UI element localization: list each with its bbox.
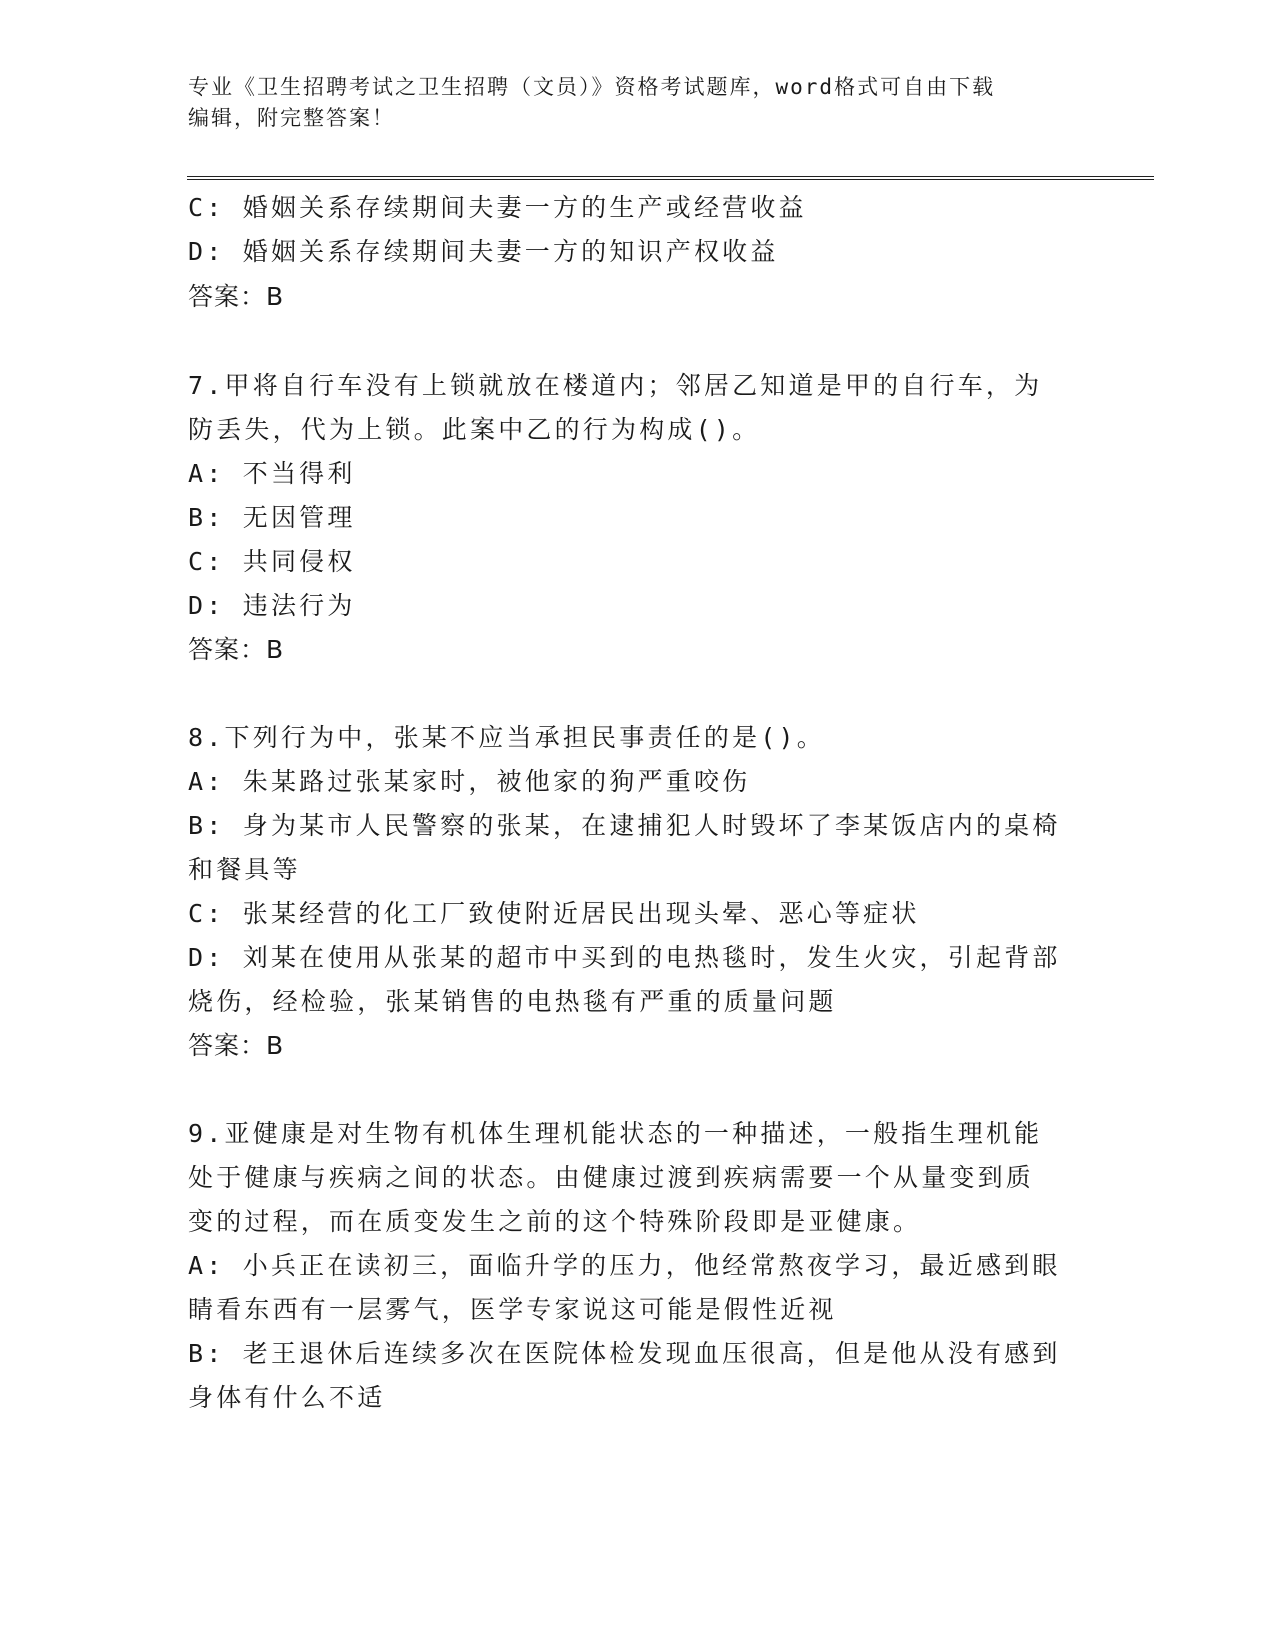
- question-9-stem-line-2: 处于健康与疾病之间的状态。由健康过渡到疾病需要一个从量变到质: [188, 1163, 1035, 1192]
- header-divider: [187, 176, 1154, 180]
- question-9-stem-line-3: 变的过程，而在质变发生之前的这个特殊阶段即是亚健康。: [188, 1207, 922, 1236]
- option-c: C: 婚姻关系存续期间夫妻一方的生产或经营收益: [188, 193, 807, 222]
- question-7-stem-line-1: 7.甲将自行车没有上锁就放在楼道内；邻居乙知道是甲的自行车，为: [188, 371, 1043, 400]
- page-header: 专业《卫生招聘考试之卫生招聘（文员）》资格考试题库，word格式可自由下载 编辑，附完整答案！: [188, 75, 996, 130]
- question-8-stem: 8.下列行为中，张某不应当承担民事责任的是()。: [188, 723, 826, 752]
- question-7-answer: 答案：B: [188, 635, 285, 664]
- question-7-option-c: C: 共同侵权: [188, 547, 356, 576]
- question-7-option-a: A: 不当得利: [188, 459, 356, 488]
- question-9-option-a-line-2: 睛看东西有一层雾气，医学专家说这可能是假性近视: [188, 1295, 837, 1324]
- question-8-answer: 答案：B: [188, 1031, 285, 1060]
- option-d: D: 婚姻关系存续期间夫妻一方的知识产权收益: [188, 237, 779, 266]
- question-8-option-d-line-1: D: 刘某在使用从张某的超市中买到的电热毯时，发生火灾，引起背部: [188, 943, 1061, 972]
- question-9-stem-line-1: 9.亚健康是对生物有机体生理机能状态的一种描述，一般指生理机能: [188, 1119, 1043, 1148]
- question-9-option-a-line-1: A: 小兵正在读初三，面临升学的压力，他经常熬夜学习，最近感到眼: [188, 1251, 1061, 1280]
- question-9-option-b-line-1: B: 老王退休后连续多次在医院体检发现血压很高，但是他从没有感到: [188, 1339, 1061, 1368]
- question-7-option-d: D: 违法行为: [188, 591, 356, 620]
- question-8-option-c: C: 张某经营的化工厂致使附近居民出现头晕、恶心等症状: [188, 899, 920, 928]
- answer: 答案：B: [188, 282, 285, 311]
- question-8-option-d-line-2: 烧伤，经检验，张某销售的电热毯有严重的质量问题: [188, 987, 837, 1016]
- question-7-stem-line-2: 防丢失，代为上锁。此案中乙的行为构成()。: [188, 415, 761, 444]
- question-8-option-b-line-1: B: 身为某市人民警察的张某，在逮捕犯人时毁坏了李某饭店内的桌椅: [188, 811, 1061, 840]
- question-7-option-b: B: 无因管理: [188, 503, 356, 532]
- question-8-option-a: A: 朱某路过张某家时，被他家的狗严重咬伤: [188, 767, 751, 796]
- question-8-option-b-line-2: 和餐具等: [188, 855, 301, 884]
- question-9-option-b-line-2: 身体有什么不适: [188, 1383, 386, 1412]
